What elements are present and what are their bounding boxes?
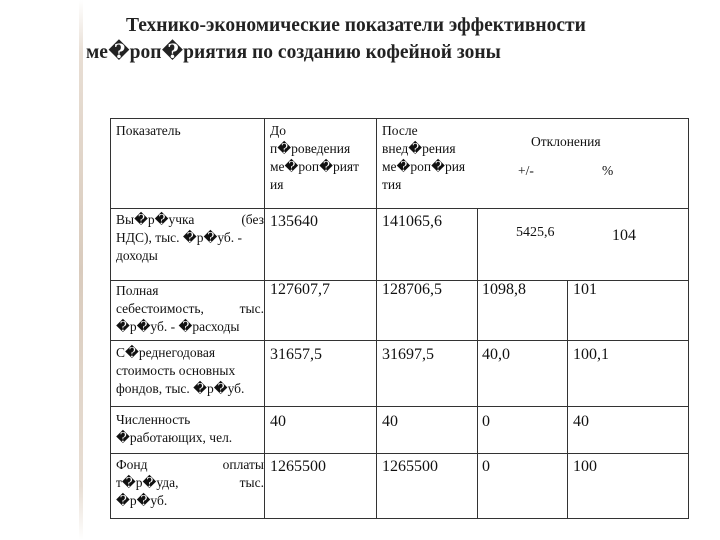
left-accent-rule xyxy=(79,0,83,540)
header-deviations: Отклонения xyxy=(531,134,601,149)
title-line-1: Технико-экономические показатели эффективности xyxy=(126,15,586,36)
row-3-abs: 40,0 xyxy=(482,346,510,363)
row-3-after: 31697,5 xyxy=(382,346,434,363)
row-4-pct: 40 xyxy=(573,413,589,430)
row-5-label: Фонд оплаты т�р�уда, тыс. �р�уб. xyxy=(116,457,264,508)
header-before: До п�роведения ме�роп�рият ия xyxy=(270,123,360,192)
row-5-pct: 100 xyxy=(573,458,597,475)
row-3-label: С�реднегодовая стоимость основных фондов, тыс. �р�уб. xyxy=(116,345,245,396)
row-1-label: Вы�р�учка (без НДС), тыс. �р�уб. - доходы xyxy=(116,212,264,263)
row-5-abs: 0 xyxy=(482,458,490,475)
header-after: После внед�рения ме�роп�рия тия xyxy=(382,123,466,192)
row-1-abs: 5425,6 xyxy=(516,225,555,240)
row-1-before: 135640 xyxy=(270,213,318,230)
row-2-before: 127607,7 xyxy=(270,281,330,298)
slide-title xyxy=(86,12,720,66)
row-3-before: 31657,5 xyxy=(270,346,322,363)
row-4-abs: 0 xyxy=(482,413,490,430)
row-4-before: 40 xyxy=(270,413,286,430)
header-indicator: Показатель xyxy=(116,123,181,138)
row-2-label: Полная себестоимость, тыс. �р�уб. - �расходы xyxy=(116,283,264,334)
row-2-abs: 1098,8 xyxy=(482,281,526,298)
header-deviation-pct: % xyxy=(602,163,614,178)
row-1-after: 141065,6 xyxy=(382,213,442,230)
row-2-after: 128706,5 xyxy=(382,281,442,298)
row-5-after: 1265500 xyxy=(382,458,438,475)
row-1-pct: 104 xyxy=(612,227,636,244)
row-4-label: Численность �работающих, чел. xyxy=(116,412,233,445)
row-3-pct: 100,1 xyxy=(573,346,609,363)
row-2-pct: 101 xyxy=(573,281,597,298)
row-4-after: 40 xyxy=(382,413,398,430)
title-line-2: ме�роп�риятия по созданию кофейной зоны xyxy=(86,42,501,63)
header-deviation-abs: +/- xyxy=(518,163,534,178)
row-5-before: 1265500 xyxy=(270,458,326,475)
